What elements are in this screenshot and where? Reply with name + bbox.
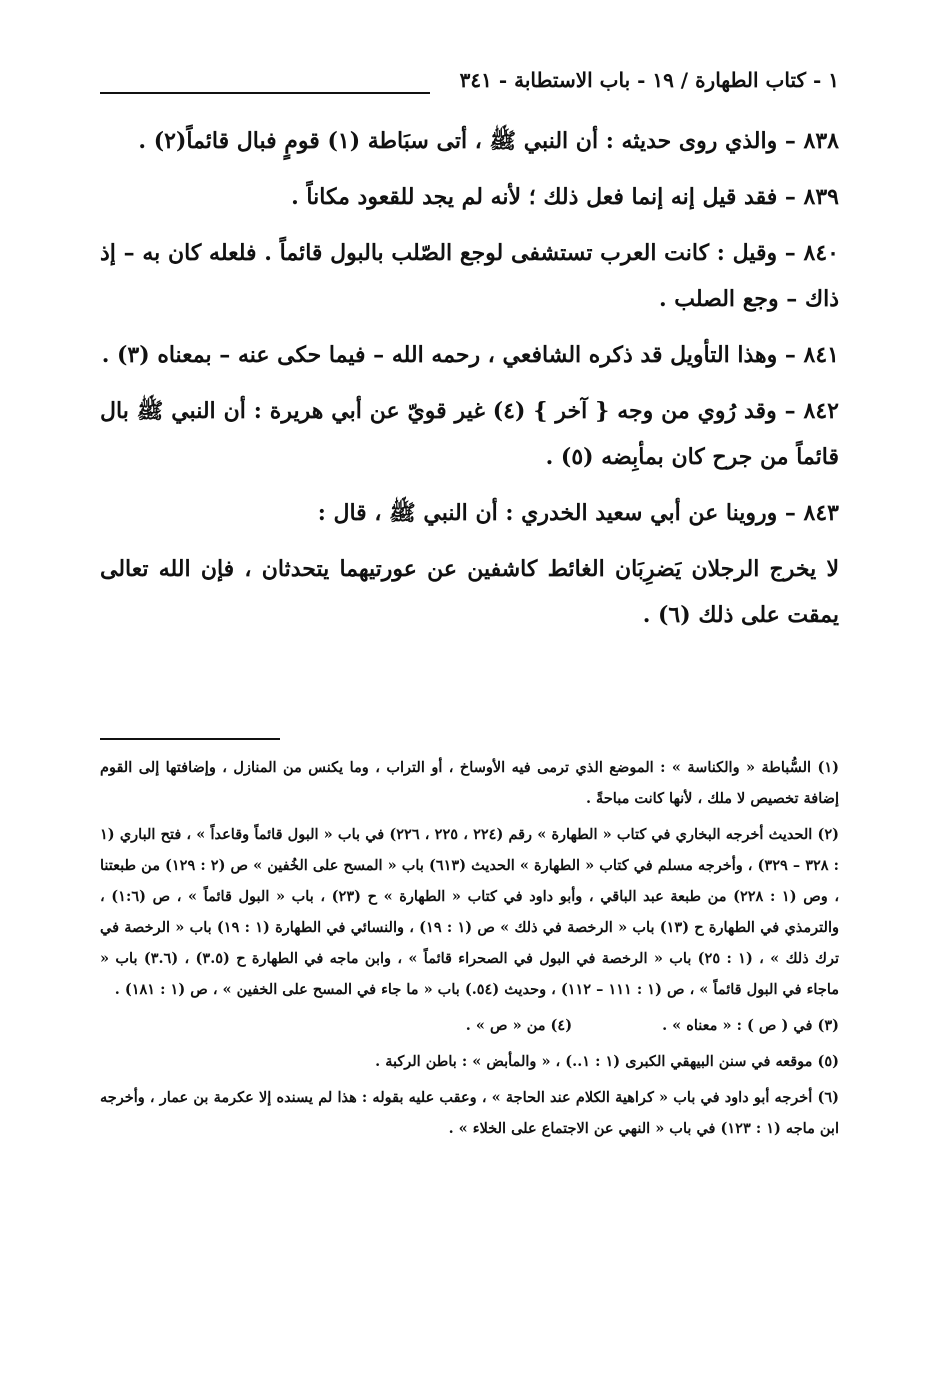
paragraph-839: ٨٣٩ – فقد قيل إنه إنما فعل ذلك ؛ لأنه لم يجد للقعود مكاناً . [291, 184, 839, 210]
paragraph-840: ٨٤٠ – وقيل : كانت العرب تستشفى لوجع الصّلب بالبول قائماً . فلعله كان به – إذ ذاك – وجع الصلب . [100, 240, 839, 312]
footnotes [100, 752, 839, 1149]
hadith-quote: لا يخرج الرجلان يَضرِبَان الغائط كاشفين عن عورتيهما يتحدثان ، فإن الله تعالى يمقت على ذلك (٦) . [100, 556, 839, 628]
footnote-separator [100, 738, 280, 740]
header-rule [100, 92, 430, 94]
footnote-row-3-4 [100, 1010, 839, 1041]
paragraph-838: ٨٣٨ – والذي روى حديثه : أن النبي ﷺ ، أتى سبَاطة (١) قومٍ فبال قائماً(٢) . [138, 128, 839, 154]
footnote-6: (٦) أخرجه أبو داود في باب « كراهية الكلام عند الحاجة » ، وعقب عليه بقوله : هذا لم يسنده إلا عكرمة بن عمار ، وأخرجه ابن ماجه (١ : ١٢٣) في باب « النهي عن الاجتماع على الخلاء » . [100, 1089, 839, 1137]
footnote-4: (٤) من « ص » . [465, 1017, 573, 1034]
paragraph-843: ٨٤٣ – وروينا عن أبي سعيد الخدري : أن النبي ﷺ ، قال : [317, 500, 839, 526]
running-header [100, 62, 839, 102]
main-text [100, 118, 839, 648]
footnote-3: (٣) في ( ص ) : « معناه » . [662, 1017, 839, 1034]
paragraph-842: ٨٤٢ – وقد رُوي من وجه { آخر } (٤) غير قويّ عن أبي هريرة : أن النبي ﷺ بال قائماً من جرح كان بمأبِضه (٥) . [100, 398, 839, 470]
header-title: ١ - كتاب الطهارة / ١٩ - باب الاستطابة - ٣٤١ [459, 68, 839, 92]
footnote-2: (٢) الحديث أخرجه البخاري في كتاب « الطهارة » رقم (٢٢٤ ، ٢٢٥ ، ٢٢٦) في باب « البول قائماً وقاعداً » ، فتح الباري (١ : ٣٢٨ – ٣٢٩) ، وأخرجه مسلم في كتاب « الطهارة » الحديث (٦١٣) باب « المسح على الخُفين » ص (٢ : ١٢٩) من طبعتنا ، وص (١ : ٢٢٨) من طبعة عبد الباقي ، وأبو داود في كتاب « الطهارة » ح (٢٣) ، باب « البول قائماً » ، ص (١:٦) ، والترمذي في الطهارة ح (١٣) باب « الرخصة في ذلك » ص (١ : ١٩) ، والنسائي في الطهارة (١ : ١٩) باب « الرخصة في ترك ذلك » ، (١ : ٢٥) باب « الرخصة في البول في الصحراء قائماً » ، وابن ماجه في الطهارة ح (٣.٥) ، (٣.٦) باب « ماجاء في البول قائماً » ، ص (١ : ١١١ – ١١٢) ، وحديث (٥٤.) باب « ما جاء في المسح على الخفين » ، ص (١ : ١٨١) . [100, 826, 840, 998]
paragraph-841: ٨٤١ – وهذا التأويل قد ذكره الشافعي ، رحمه الله – فيما حكى عنه – بمعناه (٣) . [101, 342, 839, 368]
footnote-1: (١) السُّباطة « والكناسة » : الموضع الذي ترمى فيه الأوساخ ، أو التراب ، وما يكنس من المنازل ، وإضافتها إلى القوم إضافة تخصيص لا ملك ، لأنها كانت مباحةً . [100, 759, 839, 807]
footnote-5: (٥) موقعه في سنن البيهقي الكبرى (١ : ١..) ، « والمأبض » : باطن الركبة . [375, 1053, 839, 1070]
